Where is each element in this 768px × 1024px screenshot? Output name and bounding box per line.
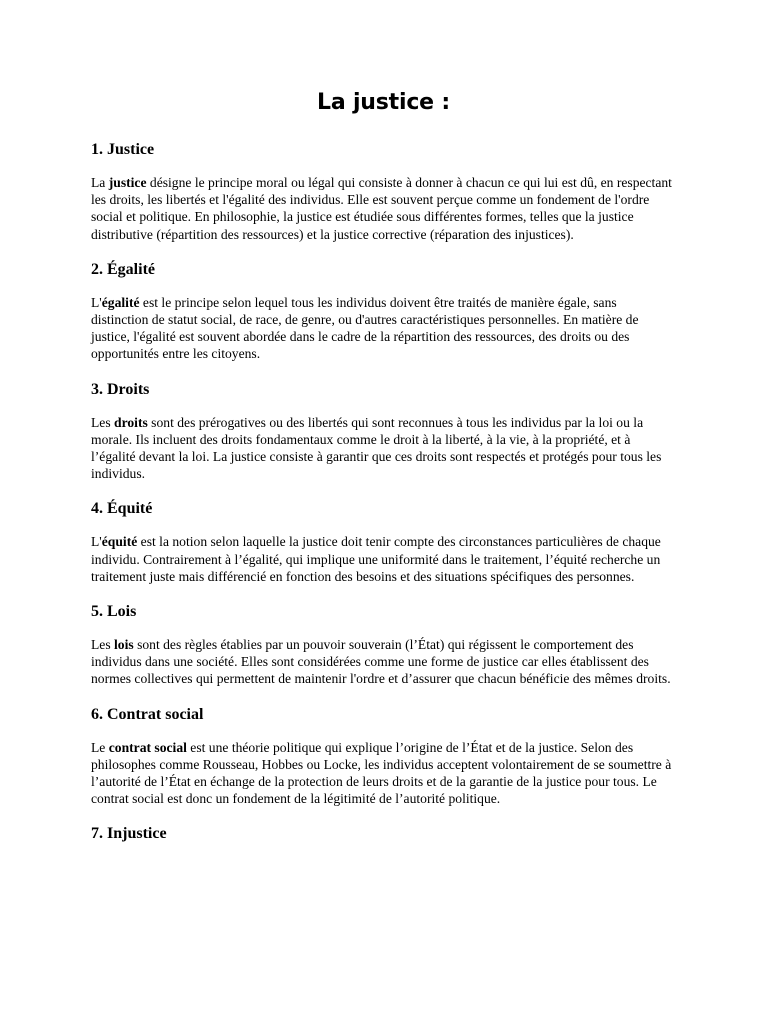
key-term: contrat social: [108, 739, 187, 755]
section-heading-lois: 5. Lois: [91, 603, 137, 621]
key-term: lois: [114, 637, 134, 653]
section-heading-egalite: 2. Égalité: [91, 260, 155, 278]
section-body-contrat-social: Le contrat social est une théorie politique qui explique l’origine de l’État et de la justice. Selon des philosophes comme Rousseau, Hobbes ou Locke, les individus acceptent volontairement de se soumettre à l’autorité de l’État en échange de la protection de leurs droits et de la garantie de la justice pour tous. Le contrat social est donc un fondement de la légitimité de l’autorité politique.: [91, 739, 672, 807]
key-term: égalité: [101, 294, 140, 310]
section-heading-contrat-social: 6. Contrat social: [91, 705, 204, 723]
key-term: équité: [101, 534, 138, 550]
section-body-lois: Les lois sont des règles établies par un pouvoir souverain (l’État) qui régissent le comportement des individus dans une société. Elles sont considérées comme une forme de justice car elles établissent des normes collectives qui permettent de maintenir l'ordre et d’assurer que chacun bénéficie des mêmes droits.: [91, 637, 671, 687]
section-heading-injustice: 7. Injustice: [91, 825, 167, 843]
section-heading-equite: 4. Équité: [91, 500, 153, 518]
section-body-equite: L'équité est la notion selon laquelle la justice doit tenir compte des circonstances particulières de chaque individu. Contrairement à l’égalité, qui implique une uniformité dans le traitement, l’équité recherche un traitement juste mais différencié en fonction des besoins et des situations spécifiques des personnes.: [91, 534, 661, 584]
page-title: La justice :: [317, 90, 450, 115]
section-heading-droits: 3. Droits: [91, 380, 150, 398]
key-term: droits: [114, 414, 148, 430]
key-term: justice: [108, 175, 147, 190]
section-body-droits: Les droits sont des prérogatives ou des libertés qui sont reconnues à tous les individus par la loi ou la morale. Ils incluent des droits fondamentaux comme le droit à la liberté, à la vie, à la propriété, et à l’égalité devant la loi. La justice consiste à garantir que ces droits sont respectés et protégés pour tous les individus.: [91, 414, 662, 482]
section-heading-justice: 1. Justice: [91, 141, 155, 158]
section-body-justice: La justice désigne le principe moral ou légal qui consiste à donner à chacun ce qui lui est dû, en respectant les droits, les libertés et l'égalité des individus. Elle est souvent perçue comme un fondement de l'ordre social et politique. En philosophie, la justice est étudiée sous différentes formes, telles que la justice distributive (répartition des ressources) et la justice corrective (réparation des injustices).: [91, 175, 672, 242]
section-body-egalite: L'égalité est le principe selon lequel tous les individus doivent être traités de manière égale, sans distinction de statut social, de race, de genre, ou d'autres caractéristiques personnelles. En matière de justice, l'égalité est souvent abordée dans le cadre de la répartition des ressources, des droits ou des opportunités entre les citoyens.: [91, 294, 639, 362]
